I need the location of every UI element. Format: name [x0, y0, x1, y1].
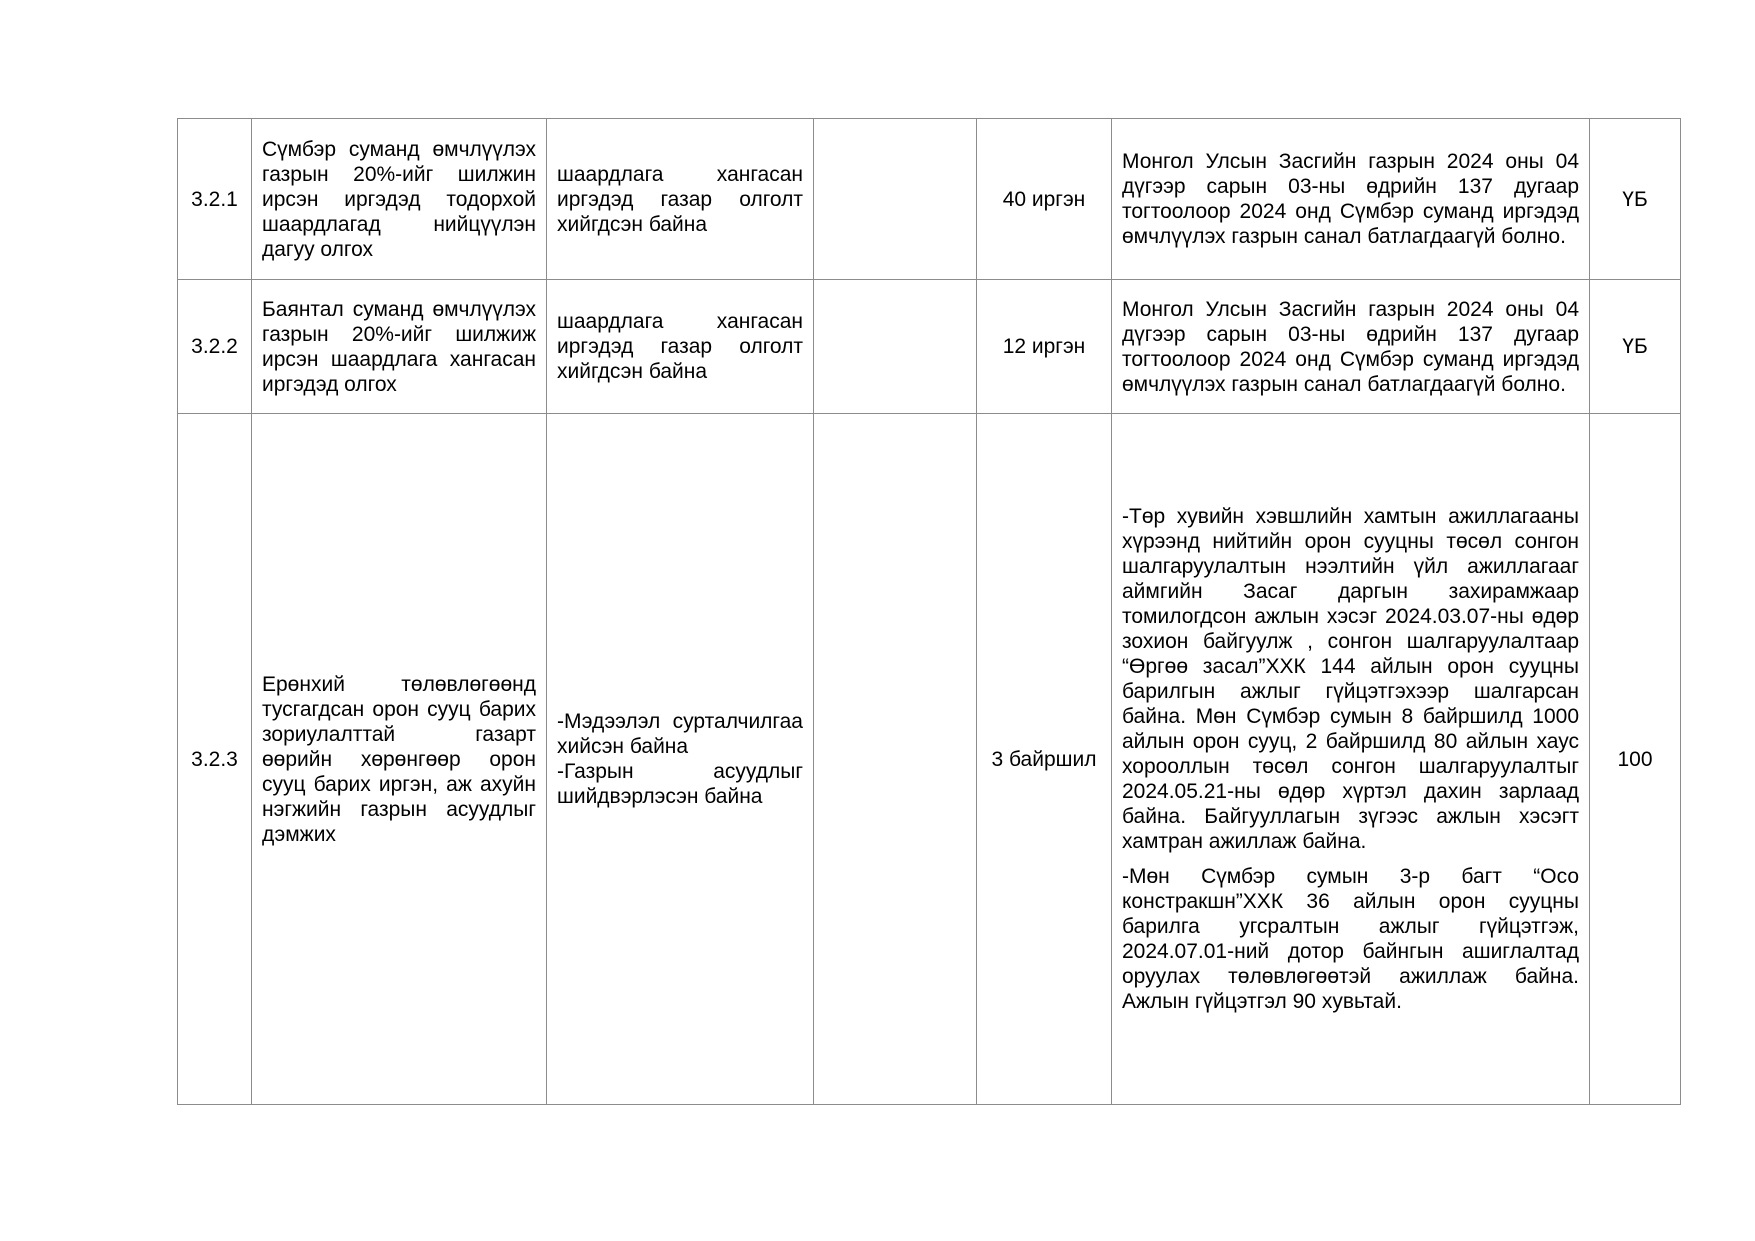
result-cell [547, 414, 814, 1105]
baseline-cell [814, 414, 977, 1105]
implementation-paragraph: Монгол Улсын Засгийн газрын 2024 оны 04 дүгээр сарын 03-ны өдрийн 137 дугаар тогтоолоор 2024 онд Сүмбэр суманд иргэдэд өмчлүүлэх газрын санал батлагдаагүй болно. [1122, 297, 1579, 396]
implementation-cell [1112, 119, 1590, 280]
score-cell: ҮБ [1590, 280, 1681, 414]
row-number: 3.2.3 [178, 414, 252, 1105]
measure-cell: Баянтал суманд өмчлүүлэх газрын 20%-ийг шилжиж ирсэн шаардлага хангасан иргэдэд олгох [252, 280, 547, 414]
target-cell: 40 иргэн [977, 119, 1112, 280]
baseline-cell [814, 119, 977, 280]
score-cell: 100 [1590, 414, 1681, 1105]
progress-report-table [177, 118, 1681, 1105]
result-cell: шаардлага хангасан иргэдэд газар олголт хийгдсэн байна [547, 280, 814, 414]
target-cell: 3 байршил [977, 414, 1112, 1105]
implementation-paragraph: Монгол Улсын Засгийн газрын 2024 оны 04 дүгээр сарын 03-ны өдрийн 137 дугаар тогтоолоор 2024 онд Сүмбэр суманд иргэдэд өмчлүүлэх газрын санал батлагдаагүй болно. [1122, 150, 1579, 248]
result-cell: шаардлага хангасан иргэдэд газар олголт хийгдсэн байна [547, 119, 814, 280]
row-number: 3.2.2 [178, 280, 252, 414]
table-row [178, 414, 1681, 1105]
result-line: -Мэдээлэл сурталчилгаа хийсэн байна [557, 710, 803, 758]
measure-cell: Ерөнхий төлөвлөгөөнд тусгагдсан орон сууц барих зориулалттай газарт өөрийн хөрөнгөөр орон сууц барих иргэн, аж ахуйн нэгжийн газрын асуудлыг дэмжих [252, 414, 547, 1105]
target-cell: 12 иргэн [977, 280, 1112, 414]
row-number: 3.2.1 [178, 119, 252, 280]
result-line: -Газрын асуудлыг шийдвэрлэсэн байна [557, 760, 803, 808]
table-row [178, 280, 1681, 414]
implementation-paragraph: -Төр хувийн хэвшлийн хамтын ажиллагааны хүрээнд нийтийн орон сууцны төсөл сонгон шалгаруулалтын нээлтийн үйл ажиллагааг аймгийн Засаг даргын захирамжаар томилогдсон ажлын хэсэг 2024.03.07-ны өдөр зохион байгуулж , сонгон шалгаруулалтаар “Өргөө засал”ХХК 144 айлын орон сууцны барилгын ажлыг гүйцэтгэхээр шалгарсан байна. Мөн Сүмбэр сумын 8 байршилд 1000 айлын орон сууц, 2 байршилд 80 айлын хаус хорооллын төсөл сонгон шалгаруулалтыг 2024.05.21-ны өдөр хүртэл дахин зарлаад байна. Байгууллагын зүгээс ажлын хэсэгт хамтран ажиллаж байна. [1122, 505, 1579, 853]
score-cell: ҮБ [1590, 119, 1681, 280]
table-row [178, 119, 1681, 280]
implementation-cell [1112, 414, 1590, 1105]
implementation-cell [1112, 280, 1590, 414]
measure-cell: Сүмбэр суманд өмчлүүлэх газрын 20%-ийг шилжин ирсэн иргэдэд тодорхой шаардлагад нийцүүлэн дагуу олгох [252, 119, 547, 280]
implementation-paragraph: -Мөн Сүмбэр сумын 3-р багт “Осо констракшн”ХХК 36 айлын орон сууцны барилга угсралтын ажлыг гүйцэтгэж, 2024.07.01-ний дотор байнгын ашиглалтад оруулах төлөвлөгөөтэй ажиллаж байна. Ажлын гүйцэтгэл 90 хувьтай. [1122, 865, 1579, 1013]
baseline-cell [814, 280, 977, 414]
